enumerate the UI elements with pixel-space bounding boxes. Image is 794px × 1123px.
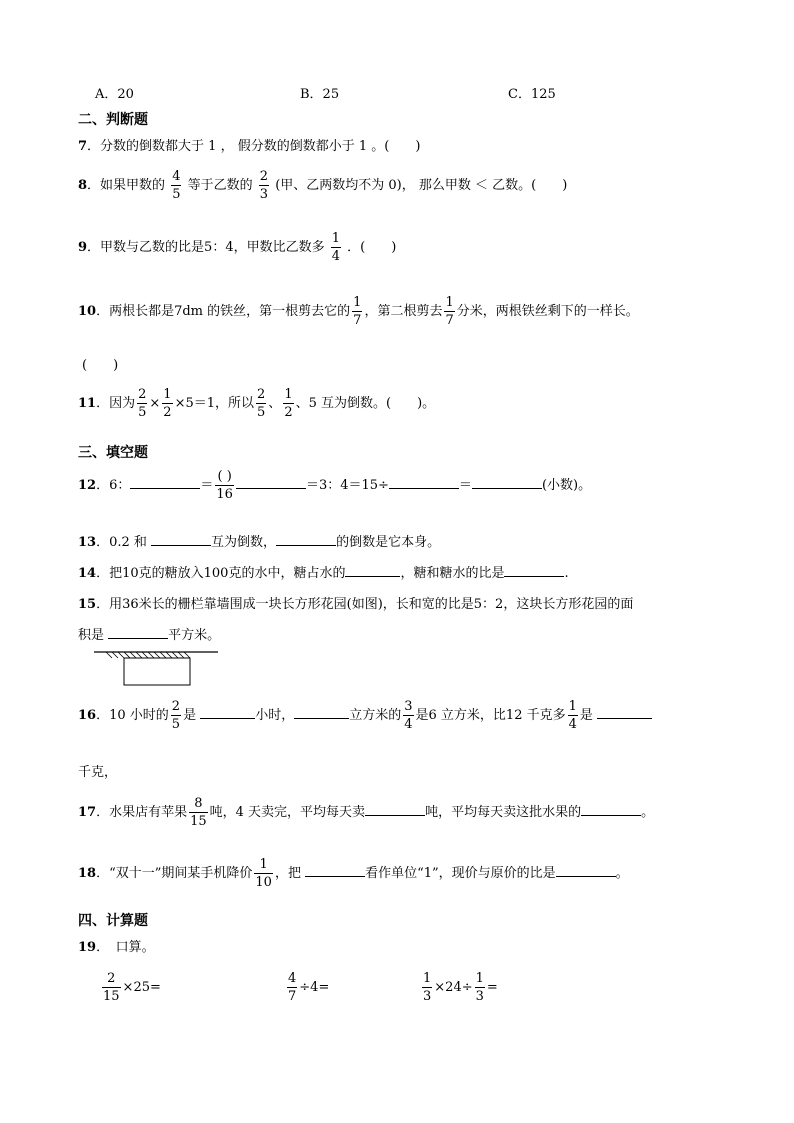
fraction: $\frac{1}{3}$ [475,971,484,1004]
question-number: 8 [78,178,88,193]
answer-blank[interactable] [504,564,564,577]
question-text: 是 [183,708,201,723]
answer-blank[interactable] [108,626,168,639]
option-a: A．20 [95,87,134,102]
answer-blank[interactable] [200,706,255,719]
question-text: 。 [615,866,629,881]
question-text: ．把10克的糖放入100克的水中，糖占水的 [96,566,346,581]
fraction: $\frac{2}{5}$ [171,699,181,732]
answer-blank[interactable] [597,706,652,719]
answer-blank[interactable] [472,476,542,489]
section-title-calculation: 四、计算题 [78,913,148,929]
fraction: $\frac{1}{7}$ [353,295,362,328]
answer-blank[interactable] [389,476,459,489]
question-text: ，把 [274,866,306,881]
question-text: ，糖和糖水的比是 [400,566,505,581]
question-number: 7 [78,139,88,154]
question-text: ．因为 [96,396,136,411]
question-text: ＝3：4＝15÷ [305,478,389,493]
question-number: 9 [78,240,88,255]
question-text: 小时， [255,708,295,723]
answer-blank[interactable] [236,476,306,489]
question-text: ，第二根剪去 [364,304,443,319]
fraction: $\frac{4}{5}$ [172,169,181,202]
fraction: $\frac{1}{2}$ [284,387,293,420]
question-text: . [564,566,569,581]
fraction: $\frac{8}{15}$ [190,796,207,829]
fraction: $\frac{1}{2}$ [163,387,172,420]
question-number: 13 [78,535,97,550]
question-12 [78,470,591,501]
question-text: ．水果店有苹果 [96,805,188,820]
question-text: 。 [641,805,655,820]
answer-blank[interactable] [581,803,641,816]
fraction: $\frac{1}{7}$ [445,295,454,328]
answer-paren: ( ) [82,358,119,373]
fraction: $\frac{1}{3}$ [423,971,432,1004]
question-text: ．( ) [347,240,397,255]
mental-calc-1: $\frac{2}{15}$ ×25= [103,971,161,1004]
question-number: 15 [78,597,97,612]
question-17 [78,797,654,828]
answer-blank[interactable] [305,864,365,877]
question-number: 18 [78,866,97,881]
question-text: 互为倒数， [211,535,277,550]
question-text: 的倒数是它本身。 [336,535,441,550]
question-text: 分米，两根铁丝剩下的一样长。 [456,304,639,319]
answer-blank[interactable] [345,564,400,577]
question-10 [78,296,639,327]
question-text: 吨，4 天卖完，平均每天卖 [209,805,366,820]
answer-blank[interactable] [294,706,349,719]
section-title-fill-blank: 三、填空题 [78,445,148,461]
mental-calc-2: $\frac{4}{7}$ ÷4= [288,971,330,1004]
option-c: C．125 [508,87,556,102]
question-number: 11 [78,396,97,411]
question-number: 17 [78,805,97,820]
fraction: $\frac{1}{4}$ [331,231,341,264]
question-13 [78,531,440,550]
question-text: 等于乙数的 [187,178,253,193]
question-text: ．“双十一”期间某手机降价 [96,866,253,881]
question-9 [78,232,396,263]
question-15-line2 [78,624,220,643]
question-text: 平方米。 [168,628,221,643]
fraction: $\frac{1}{10}$ [255,857,272,890]
question-text: 、 [268,396,282,411]
answer-blank[interactable] [276,533,336,546]
section-title-judgement: 二、判断题 [78,112,148,128]
question-text: ．甲数与乙数的比是5：4，甲数比乙数多 [87,240,325,255]
question-text: ． 口算。 [96,940,155,955]
question-text: ．分数的倒数都大于 1 ， 假分数的倒数都小于 1 。( ) [87,139,421,154]
question-15 [78,593,633,612]
answer-blank[interactable] [556,864,616,877]
fraction: $\frac{1}{4}$ [568,699,577,732]
question-text: ．两根长都是7dm 的铁丝，第一根剪去它的 [96,304,351,319]
answer-blank[interactable] [130,476,200,489]
question-text: ＝ [200,478,214,493]
question-text: 立方米的 [349,708,402,723]
question-18 [78,858,629,889]
question-number: 19 [78,940,97,955]
fraction: $\frac{2}{3}$ [259,169,269,202]
question-text: (甲、乙两数均不为 0)， 那么甲数 ＜ 乙数。( ) [275,178,568,193]
question-text: ．10 小时的 [96,708,169,723]
question-text: 吨，平均每天卖这批水果的 [425,805,582,820]
question-text: ．6： [96,478,131,493]
question-number: 10 [78,304,97,319]
question-19 [78,936,155,955]
question-number: 14 [78,566,97,581]
question-text: 是6 立方米，比12 千克多 [415,708,566,723]
question-text: 是 [579,708,598,723]
fraction: $\frac{3}{4}$ [404,699,413,732]
question-text: 积是 [78,628,109,643]
option-b: B．25 [300,87,340,102]
question-text: ＝ [458,478,472,493]
mental-calc-3: $\frac{1}{3}$ ×24÷ $\frac{1}{3}$ = [423,971,498,1004]
question-text: ．如果甲数的 [87,178,166,193]
question-text: 看作单位“1”，现价与原价的比是 [365,866,556,881]
question-16 [78,700,652,731]
question-text: (小数)。 [541,478,592,493]
fraction: $\frac{2}{5}$ [138,387,147,420]
question-number: 16 [78,708,97,723]
question-14 [78,562,569,581]
answer-blank[interactable] [365,803,425,816]
question-number: 12 [78,478,97,493]
answer-blank[interactable] [151,533,211,546]
question-11 [78,388,435,419]
garden-fence-diagram [92,646,222,688]
question-text: ×5＝1，所以 [174,396,255,411]
fraction: $\frac{2}{15}$ [103,971,120,1004]
fraction: $\frac{4}{7}$ [288,971,297,1004]
question-8 [78,170,567,201]
fraction: $\frac{2}{5}$ [257,387,266,420]
question-text: ．0.2 和 [96,535,152,550]
question-7 [78,135,420,154]
question-text: × [149,396,161,411]
question-text: ．用36米长的栅栏靠墙围成一块长方形花园(如图)，长和宽的比是5：2，这块长方形花园的面 [96,597,634,612]
fraction: $\frac{( )}{16}$ [216,469,233,502]
question-text: 、5 互为倒数。( )。 [295,396,436,411]
question-16-line2: 千克， [78,765,118,780]
